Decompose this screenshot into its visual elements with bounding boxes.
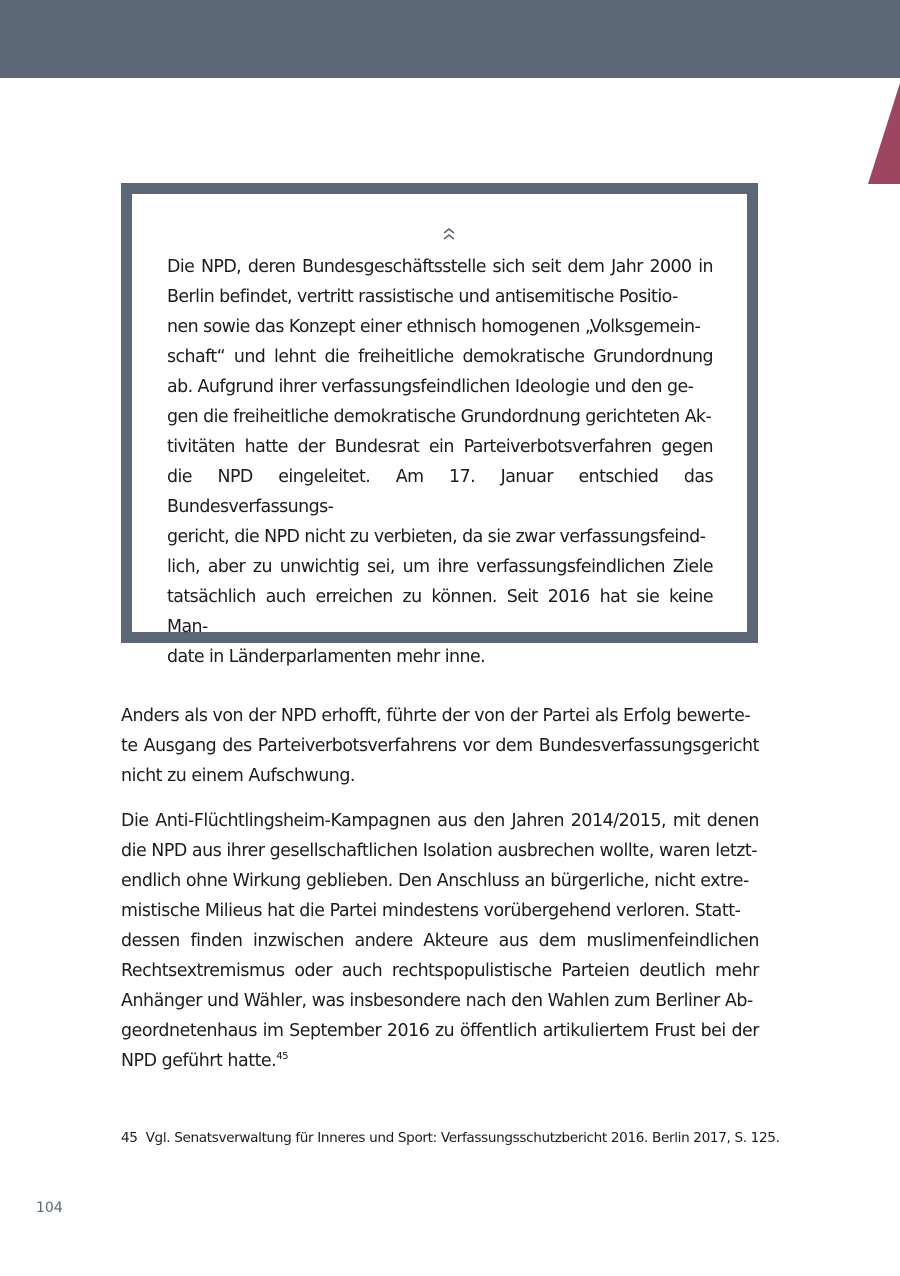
footnote-text: Vgl. Senatsverwaltung für Inneres und Sport: Verfassungsschutzbericht 2016. Berlin 2017, S. 125. <box>145 1130 780 1146</box>
footnote-reference: 45 <box>276 1051 289 1062</box>
header-bar <box>0 0 900 78</box>
footnote <box>121 1128 780 1148</box>
chapter-tab-marker <box>868 83 900 184</box>
info-box <box>121 183 758 667</box>
paragraph-2 <box>121 806 759 1076</box>
double-chevron-up-icon <box>442 228 456 240</box>
footnote-number: 45 <box>121 1130 138 1146</box>
paragraph-2-text: Die Anti-Flüchtlingsheim-Kampagnen aus den Jahren 2014/2015, mit denen die NPD aus ihrer gesellschaftlichen Isolation ausbrechen wollte, waren letzt- endlich ohne Wirkung geblieben. Den Anschluss an bürgerliche, nicht extre- mistische Milieus hat die Partei mindestens vorübergehend verloren. Statt- dessen finden inzwischen andere Akteure aus dem muslimenfeindlichen Rechtsextremismus oder auch rechtspopulistische Parteien deutlich mehr Anhänger und Wähler, was insbesondere nach den Wahlen zum Berliner Ab- geordnetenhaus im September 2016 zu öffentlich artikuliertem Frust bei der NPD geführt hatte. <box>121 811 759 1071</box>
info-box-text: Die NPD, deren Bundesgeschäftsstelle sich seit dem Jahr 2000 in Berlin befindet, vertritt rassistische und antisemitische Positio- nen sowie das Konzept einer ethnisch homogenen „Volksgemein- schaft“ und lehnt die freiheitliche demokratische Grundordnung ab. Aufgrund ihrer verfassungsfeindlichen Ideologie und den ge- gen die freiheitliche demokratische Grundordnung gerichteten Ak- tivitäten hatte der Bundesrat ein Parteiverbotsverfahren gegen die NPD eingeleitet. Am 17. Januar entschied das Bundesverfassungs- gericht, die NPD nicht zu verbieten, da sie zwar verfassungsfeind- lich, aber zu unwichtig sei, um ihre verfassungsfeindlichen Ziele tatsächlich auch erreichen zu können. Seit 2016 hat sie keine Man- date in Länderparlamenten mehr inne. <box>167 257 713 667</box>
page-number: 104 <box>36 1200 63 1216</box>
paragraph-1: Anders als von der NPD erhofft, führte der von der Partei als Erfolg bewerte- te Ausgang des Parteiverbotsverfahrens vor dem Bundesverfassungsgericht nicht zu einem Aufschwung. <box>121 706 759 786</box>
